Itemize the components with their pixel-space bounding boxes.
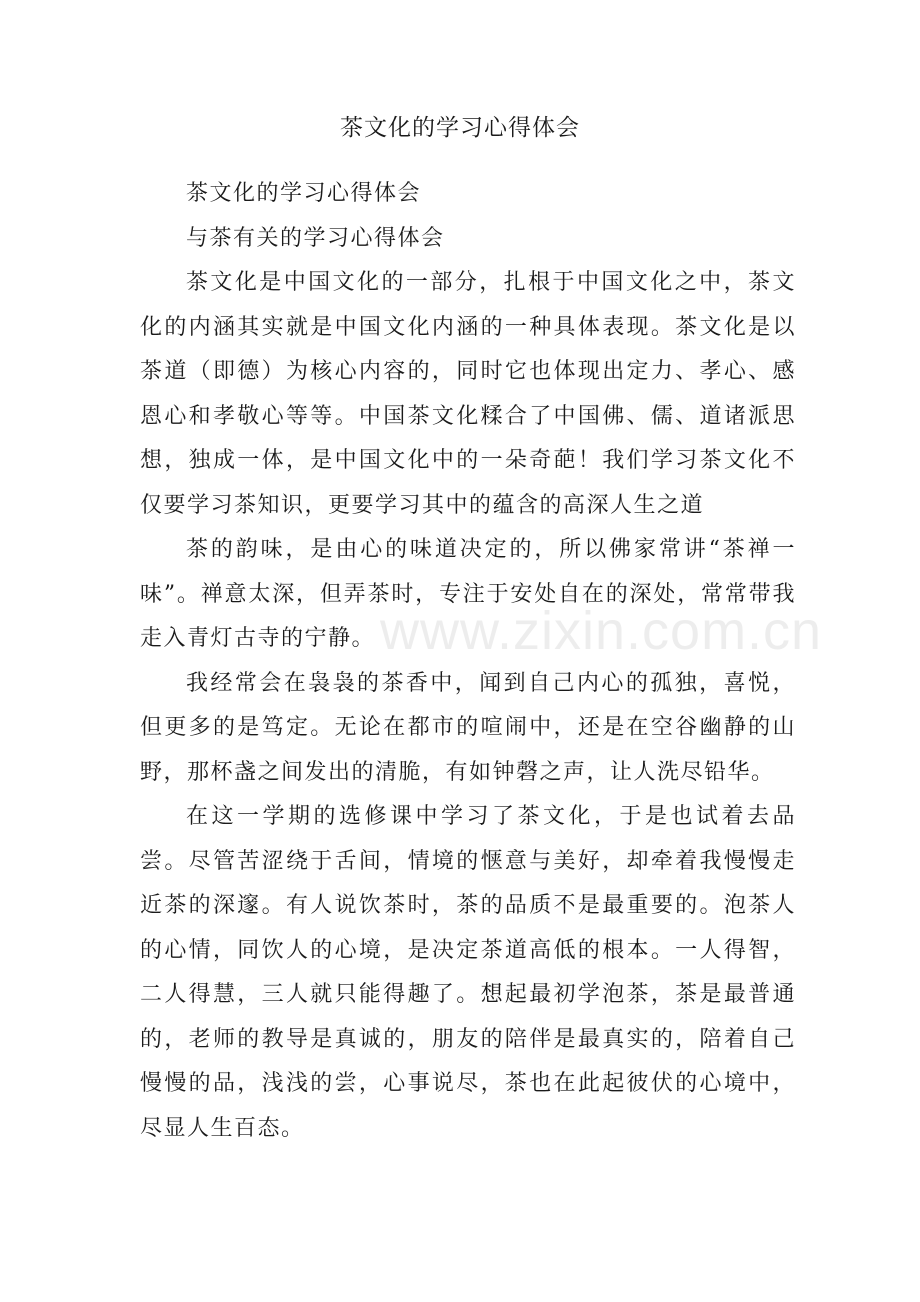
document-title: 茶文化的学习心得体会 — [340, 115, 580, 141]
paragraph-tea-zen: 茶的韵味，是由心的味道决定的，所以佛家常讲“茶禅一味”。禅意太深，但弄茶时，专注于安处自在的深处，常常带我走入青灯古寺的宁静。 — [140, 537, 796, 651]
paragraph-subtitle-2: 与茶有关的学习心得体会 — [186, 225, 445, 251]
paragraph-elective-course: 在这一学期的选修课中学习了茶文化，于是也试着去品尝。尽管苦涩绕于舌间，情境的惬意与美好，却牵着我慢慢走近茶的深邃。有人说饮茶时，茶的品质不是最重要的。泡茶人的心情，同饮人的心境，是决定茶道高低的根本。一人得智，二人得慧，三人就只能得趣了。想起最初学泡茶，茶是最普通的，老师的教导是真诚的，朋友的陪伴是最真实的，陪着自己慢慢的品，浅浅的尝，心事说尽，茶也在此起彼伏的心境中，尽显人生百态。 — [140, 804, 796, 1141]
paragraph-tea-aroma: 我经常会在袅袅的茶香中，闻到自己内心的孤独，喜悦，但更多的是笃定。无论在都市的喧闹中，还是在空谷幽静的山野，那杯盏之间发出的清脆，有如钟磬之声，让人洗尽铅华。 — [140, 670, 796, 785]
document-body — [140, 172, 796, 1151]
paragraph-intro: 茶文化是中国文化的一部分，扎根于中国文化之中，茶文化的内涵其实就是中国文化内涵的一种具体表现。茶文化是以茶道（即德）为核心内容的，同时它也体现出定力、孝心、感恩心和孝敬心等等。中国茶文化糅合了中国佛、儒、道诸派思想，独成一体，是中国文化中的一朵奇葩！我们学习茶文化不仅要学习茶知识，更要学习其中的蕴含的高深人生之道 — [140, 270, 796, 518]
site-watermark: www.zixin.com.cn — [380, 601, 823, 661]
paragraph-subtitle-1: 茶文化的学习心得体会 — [186, 181, 422, 206]
